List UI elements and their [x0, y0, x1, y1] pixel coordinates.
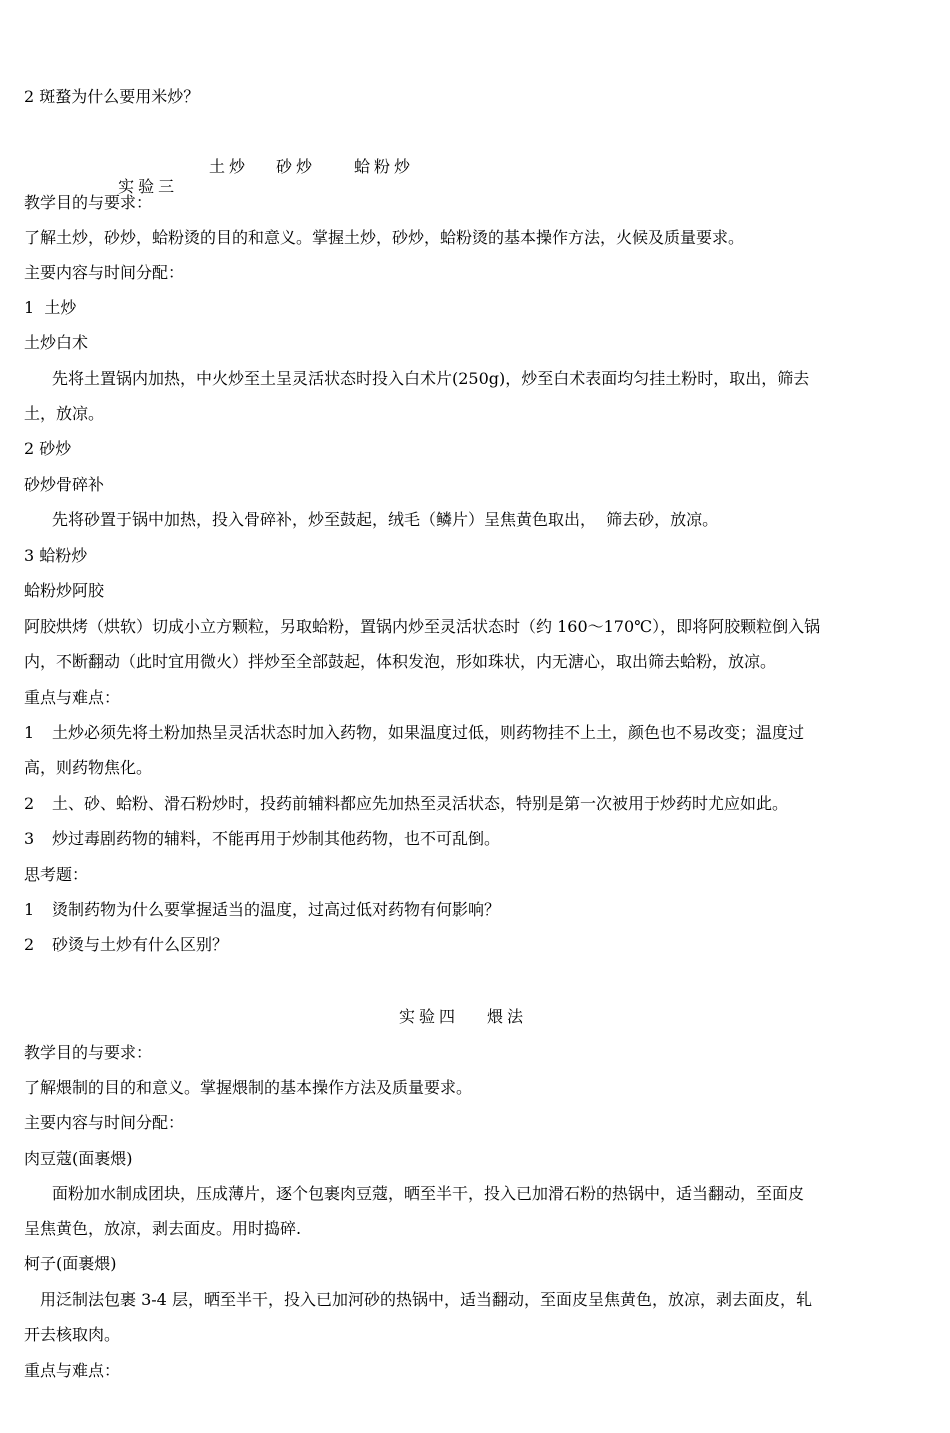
exp3-title-num: 实验三	[118, 177, 179, 196]
exp3-key-point-3	[24, 829, 906, 849]
exp4-item-2-text-b: 开去核取肉。	[24, 1325, 121, 1344]
exp3-question-2	[24, 935, 906, 955]
exp3-key-point-1	[24, 723, 906, 743]
exp4-topic-1: 煨法	[487, 1007, 528, 1026]
exp4-item-2-heading: 柯子(面裹煨)	[24, 1254, 117, 1273]
key-point-1-num: 1	[24, 723, 35, 742]
exp4-content-heading: 主要内容与时间分配：	[24, 1113, 185, 1132]
exp3-goal-text: 了解土炒，砂炒，蛤粉烫的目的和意义。掌握土炒，砂炒，蛤粉烫的基本操作方法，火候及质量要求。	[24, 228, 745, 247]
exp3-section-1-text-a: 先将土置锅内加热，中火炒至土呈灵活状态时投入白术片(250g)，炒至白术表面均匀挂土粉时，取出，筛去	[52, 369, 810, 388]
exp3-section-2-text: 先将砂置于锅中加热，投入骨碎补，炒至鼓起，绒毛（鳞片）呈焦黄色取出， 筛去砂，放凉。	[52, 510, 719, 529]
exp3-section-2-heading: 2 砂炒	[24, 439, 72, 458]
exp3-topic-2: 砂炒	[276, 157, 317, 176]
exp3-key-heading: 重点与难点：	[24, 688, 121, 707]
exp3-section-3-heading: 3 蛤粉炒	[24, 546, 88, 565]
exp3-section-1-heading: 1 土炒	[24, 298, 77, 317]
exp3-think-heading: 思考题：	[24, 865, 89, 884]
question-2-num: 2	[24, 935, 35, 954]
exp3-goal-heading: 教学目的与要求：	[24, 193, 153, 212]
exp3-title	[108, 157, 178, 197]
exp3-section-1-text-b: 土，放凉。	[24, 404, 105, 423]
exp3-section-2-sub: 砂炒骨碎补	[24, 475, 105, 494]
key-point-3-num: 3	[24, 829, 35, 848]
exp3-topic-3: 蛤粉炒	[354, 157, 415, 176]
exp3-section-3-text-b: 内，不断翻动（此时宜用微火）拌炒至全部鼓起，体积发泡，形如珠状，内无溏心，取出筛去蛤粉，放凉。	[24, 652, 777, 671]
exp4-item-1-heading: 肉豆蔻(面裹煨)	[24, 1149, 133, 1168]
exp3-key-point-2	[24, 794, 906, 814]
exp4-key-heading: 重点与难点：	[24, 1361, 121, 1380]
question-1-text: 烫制药物为什么要掌握适当的温度，过高过低对药物有何影响？	[52, 900, 501, 919]
prev-question-2: 2 斑蝥为什么要用米炒？	[24, 87, 200, 106]
exp3-content-heading: 主要内容与时间分配：	[24, 263, 185, 282]
exp4-item-2-text-a: 用泛制法包裹 3-4 层，晒至半干，投入已加河砂的热锅中，适当翻动，至面皮呈焦黄色，放凉，剥去面皮，轧	[40, 1290, 812, 1309]
question-1-num: 1	[24, 900, 35, 919]
key-point-3-text: 炒过毒剧药物的辅料，不能再用于炒制其他药物，也不可乱倒。	[52, 829, 501, 848]
exp4-goal-text: 了解煨制的目的和意义。掌握煨制的基本操作方法及质量要求。	[24, 1078, 473, 1097]
key-point-2-text: 土、砂、蛤粉、滑石粉炒时，投药前辅料都应先加热至灵活状态，特别是第一次被用于炒药时尤应如此。	[52, 794, 789, 813]
exp4-item-1-text-a: 面粉加水制成团块，压成薄片，逐个包裹肉豆蔻，晒至半干，投入已加滑石粉的热锅中，适当翻动，至面皮	[52, 1184, 805, 1203]
exp3-key-point-1-cont: 高，则药物焦化。	[24, 758, 153, 777]
exp4-item-1-text-b: 呈焦黄色，放凉，剥去面皮。用时捣碎.	[24, 1219, 302, 1238]
exp4-title: 实验四	[399, 1007, 460, 1026]
question-2-text: 砂烫与土炒有什么区别？	[52, 935, 229, 954]
exp3-section-1-sub: 土炒白术	[24, 333, 89, 352]
key-point-2-num: 2	[24, 794, 35, 813]
exp3-question-1	[24, 900, 906, 920]
exp3-section-3-text-a: 阿胶烘烤（烘软）切成小立方颗粒，另取蛤粉，置锅内炒至灵活状态时（约 160～170℃），即将阿胶颗粒倒入锅	[24, 617, 821, 636]
exp3-section-3-sub: 蛤粉炒阿胶	[24, 581, 105, 600]
exp3-topic-1: 土炒	[209, 157, 250, 176]
exp4-goal-heading: 教学目的与要求：	[24, 1043, 153, 1062]
key-point-1-text: 土炒必须先将土粉加热呈灵活状态时加入药物，如果温度过低，则药物挂不上土，颜色也不易改变；温度过	[52, 723, 805, 742]
